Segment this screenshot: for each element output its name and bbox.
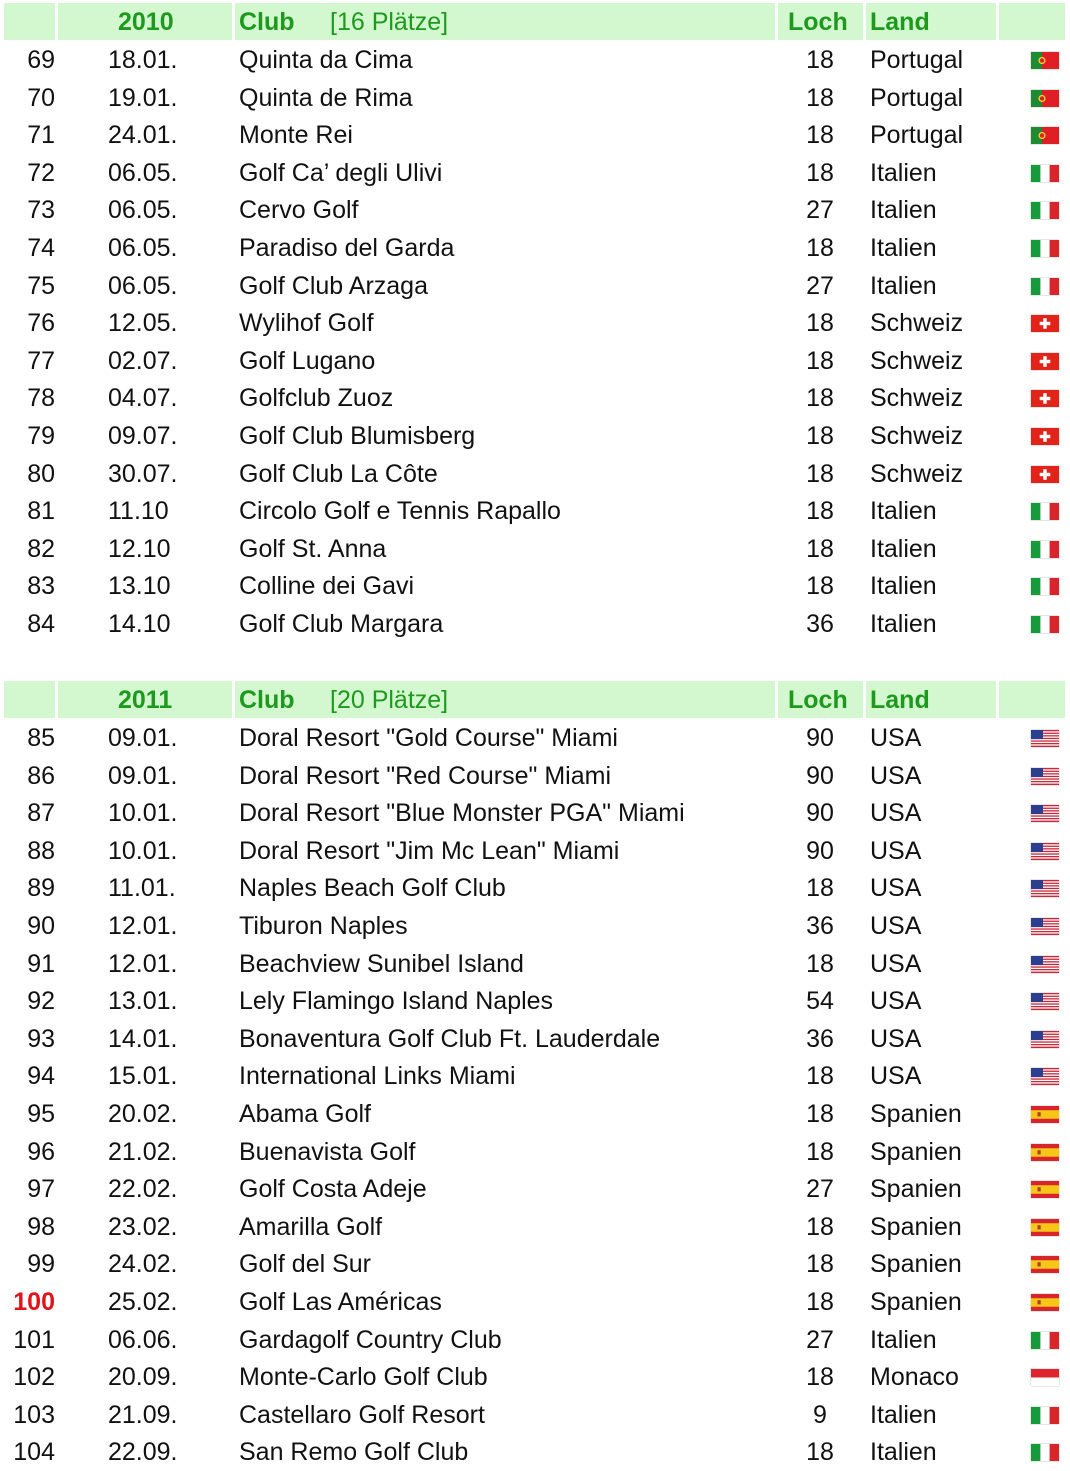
italy-flag-icon [1031, 240, 1059, 257]
row-date: 13.01. [108, 987, 178, 1016]
switzerland-flag-icon [1031, 390, 1059, 407]
row-date: 24.02. [108, 1250, 178, 1279]
row-club-name: Quinta da Cima [239, 46, 413, 74]
table-row [0, 1169, 1070, 1207]
table-row [0, 416, 1070, 454]
course-count-label: [20 Plätze] [330, 686, 449, 714]
table-row [0, 831, 1070, 869]
row-holes: 18 [806, 1137, 834, 1166]
row-country: USA [870, 1062, 922, 1091]
row-club-name: Golf del Sur [239, 1250, 372, 1279]
table-row [0, 1019, 1070, 1057]
usa-flag-icon [1031, 956, 1059, 973]
row-number: 88 [27, 836, 55, 865]
table-row [0, 78, 1070, 116]
portugal-flag-icon [1031, 127, 1059, 144]
row-country: Italien [870, 196, 937, 225]
land-column-heading: Land [870, 8, 930, 36]
row-date: 06.06. [108, 1325, 178, 1354]
table-row [0, 341, 1070, 379]
row-holes: 18 [806, 1287, 834, 1316]
italy-flag-icon [1031, 616, 1059, 633]
row-club-name: Cervo Golf [239, 196, 359, 225]
usa-flag-icon [1031, 993, 1059, 1010]
row-number: 80 [27, 459, 55, 488]
row-date: 30.07. [108, 459, 178, 488]
italy-flag-icon [1031, 202, 1059, 219]
row-date: 12.01. [108, 911, 178, 940]
row-country: Spanien [870, 1250, 962, 1279]
row-date: 02.07. [108, 346, 178, 375]
row-club-name: International Links Miami [239, 1062, 516, 1091]
row-club-name: Golf St. Anna [239, 534, 387, 563]
row-club-name: Bonaventura Golf Club Ft. Lauderdale [239, 1024, 661, 1053]
row-date: 18.01. [108, 46, 178, 74]
row-club-name: Amarilla Golf [239, 1212, 383, 1241]
row-number: 74 [27, 233, 55, 262]
row-date: 06.05. [108, 158, 178, 187]
table-row [0, 1282, 1070, 1320]
usa-flag-icon [1031, 1031, 1059, 1048]
row-club-name: Lely Flamingo Island Naples [239, 987, 554, 1016]
row-country: Italien [870, 497, 937, 526]
table-row [0, 1357, 1070, 1395]
header-cell-club [235, 681, 775, 718]
row-country: Spanien [870, 1099, 962, 1128]
table-row [0, 1207, 1070, 1245]
italy-flag-icon [1031, 503, 1059, 520]
row-country: Monaco [870, 1363, 959, 1392]
row-date: 14.10 [108, 609, 171, 638]
row-club-name: Doral Resort "Blue Monster PGA" Miami [239, 799, 685, 828]
spain-flag-icon [1031, 1294, 1059, 1311]
row-holes: 18 [806, 421, 834, 450]
row-number: 79 [27, 421, 55, 450]
row-number: 94 [27, 1062, 55, 1091]
row-date: 12.10 [108, 534, 171, 563]
table-row [0, 1320, 1070, 1358]
header-cell-num [4, 681, 55, 718]
loch-column-heading: Loch [788, 8, 848, 36]
row-date: 24.01. [108, 121, 178, 150]
row-country: USA [870, 911, 922, 940]
spain-flag-icon [1031, 1219, 1059, 1236]
row-number: 77 [27, 346, 55, 375]
row-holes: 9 [813, 1400, 827, 1429]
table-row [0, 303, 1070, 341]
italy-flag-icon [1031, 165, 1059, 182]
row-date: 20.09. [108, 1363, 178, 1392]
row-holes: 18 [806, 572, 834, 601]
italy-flag-icon [1031, 541, 1059, 558]
monaco-flag-icon [1031, 1369, 1059, 1386]
row-holes: 90 [806, 761, 834, 790]
row-country: Portugal [870, 46, 964, 74]
row-holes: 18 [806, 949, 834, 978]
row-number: 81 [27, 497, 55, 526]
row-number: 91 [27, 949, 55, 978]
loch-column-heading: Loch [788, 686, 848, 714]
row-club-name: Golf Club Arzaga [239, 271, 428, 300]
row-club-name: Monte-Carlo Golf Club [239, 1363, 488, 1392]
row-club-name: Colline dei Gavi [239, 572, 415, 601]
row-date: 06.05. [108, 271, 178, 300]
row-club-name: Monte Rei [239, 121, 353, 150]
table-row [0, 944, 1070, 982]
table-body-2011 [0, 718, 1070, 1470]
row-holes: 27 [806, 271, 834, 300]
row-date: 10.01. [108, 836, 178, 865]
row-club-name: Tiburon Naples [239, 911, 408, 940]
row-club-name: Golf Club Margara [239, 609, 444, 638]
table-row [0, 868, 1070, 906]
row-country: Portugal [870, 83, 964, 112]
usa-flag-icon [1031, 918, 1059, 935]
row-country: Italien [870, 271, 937, 300]
row-country: Italien [870, 572, 937, 601]
row-holes: 90 [806, 799, 834, 828]
row-club-name: Gardagolf Country Club [239, 1325, 502, 1354]
row-holes: 18 [806, 459, 834, 488]
row-number: 87 [27, 799, 55, 828]
table-row [0, 604, 1070, 642]
row-holes: 18 [806, 534, 834, 563]
row-country: Spanien [870, 1287, 962, 1316]
row-holes: 18 [806, 346, 834, 375]
table-row [0, 153, 1070, 191]
table-row [0, 906, 1070, 944]
switzerland-flag-icon [1031, 353, 1059, 370]
spain-flag-icon [1031, 1256, 1059, 1273]
spain-flag-icon [1031, 1144, 1059, 1161]
row-club-name: Golf Ca’ degli Ulivi [239, 158, 443, 187]
row-holes: 27 [806, 1175, 834, 1204]
switzerland-flag-icon [1031, 466, 1059, 483]
table-row [0, 1132, 1070, 1170]
table-row [0, 378, 1070, 416]
row-holes: 18 [806, 1438, 834, 1467]
row-country: Italien [870, 1325, 937, 1354]
row-date: 06.05. [108, 196, 178, 225]
row-holes: 18 [806, 1212, 834, 1241]
row-number: 82 [27, 534, 55, 563]
land-column-heading: Land [870, 686, 930, 714]
row-number: 96 [27, 1137, 55, 1166]
table-row [0, 1094, 1070, 1132]
usa-flag-icon [1031, 880, 1059, 897]
row-number: 78 [27, 384, 55, 413]
spain-flag-icon [1031, 1181, 1059, 1198]
header-cell-num [4, 3, 55, 40]
portugal-flag-icon [1031, 52, 1059, 69]
row-club-name: Abama Golf [239, 1099, 372, 1128]
row-club-name: Golf Costa Adeje [239, 1175, 427, 1204]
row-club-name: Beachview Sunibel Island [239, 949, 524, 978]
italy-flag-icon [1031, 1407, 1059, 1424]
row-country: Spanien [870, 1137, 962, 1166]
table-header-2010 [0, 3, 1070, 40]
row-number: 101 [13, 1325, 55, 1354]
table-header-2011 [0, 681, 1070, 718]
row-holes: 90 [806, 724, 834, 752]
table-row [0, 115, 1070, 153]
club-column-heading: Club [239, 8, 295, 36]
year-heading: 2010 [118, 8, 174, 36]
row-country: Portugal [870, 121, 964, 150]
row-date: 22.02. [108, 1175, 178, 1204]
row-number: 92 [27, 987, 55, 1016]
row-number: 70 [27, 83, 55, 112]
italy-flag-icon [1031, 278, 1059, 295]
row-holes: 18 [806, 1363, 834, 1392]
row-number: 89 [27, 874, 55, 903]
row-number: 76 [27, 309, 55, 338]
table-row [0, 40, 1070, 78]
switzerland-flag-icon [1031, 428, 1059, 445]
row-country: Italien [870, 158, 937, 187]
row-number: 72 [27, 158, 55, 187]
usa-flag-icon [1031, 730, 1059, 747]
table-row [0, 566, 1070, 604]
italy-flag-icon [1031, 1332, 1059, 1349]
row-country: Schweiz [870, 384, 964, 413]
row-holes: 18 [806, 384, 834, 413]
section-2010 [0, 3, 1070, 642]
spain-flag-icon [1031, 1106, 1059, 1123]
row-holes: 18 [806, 121, 834, 150]
row-date: 13.10 [108, 572, 171, 601]
row-club-name: Golfclub Zuoz [239, 384, 394, 413]
table-row [0, 793, 1070, 831]
row-date: 04.07. [108, 384, 178, 413]
table-row [0, 454, 1070, 492]
row-holes: 18 [806, 158, 834, 187]
row-club-name: Quinta de Rima [239, 83, 413, 112]
row-number: 100 [13, 1287, 55, 1316]
row-holes: 27 [806, 196, 834, 225]
row-holes: 18 [806, 46, 834, 74]
row-number: 103 [13, 1400, 55, 1429]
row-club-name: Castellaro Golf Resort [239, 1400, 485, 1429]
row-holes: 36 [806, 911, 834, 940]
row-country: USA [870, 724, 922, 752]
row-holes: 18 [806, 1250, 834, 1279]
row-date: 06.05. [108, 233, 178, 262]
usa-flag-icon [1031, 1068, 1059, 1085]
course-count-label: [16 Plätze] [330, 8, 449, 36]
row-number: 102 [13, 1363, 55, 1392]
italy-flag-icon [1031, 578, 1059, 595]
row-club-name: Wylihof Golf [239, 309, 374, 338]
row-holes: 18 [806, 233, 834, 262]
table-row [0, 529, 1070, 567]
row-date: 10.01. [108, 799, 178, 828]
row-date: 19.01. [108, 83, 178, 112]
row-number: 98 [27, 1212, 55, 1241]
row-holes: 36 [806, 609, 834, 638]
row-country: Italien [870, 1400, 937, 1429]
row-country: USA [870, 1024, 922, 1053]
row-holes: 18 [806, 874, 834, 903]
table-row [0, 981, 1070, 1019]
row-number: 69 [27, 46, 55, 74]
row-club-name: Golf Las Américas [239, 1287, 442, 1316]
row-club-name: Naples Beach Golf Club [239, 874, 506, 903]
row-date: 09.01. [108, 724, 178, 752]
row-date: 11.10 [108, 497, 169, 526]
row-club-name: Buenavista Golf [239, 1137, 416, 1166]
row-date: 12.01. [108, 949, 178, 978]
row-date: 22.09. [108, 1438, 178, 1467]
table-row [0, 718, 1070, 756]
row-country: Italien [870, 609, 937, 638]
table-row [0, 190, 1070, 228]
row-country: Schweiz [870, 346, 964, 375]
row-country: USA [870, 836, 922, 865]
usa-flag-icon [1031, 805, 1059, 822]
table-body-2010 [0, 40, 1070, 642]
row-number: 86 [27, 761, 55, 790]
row-holes: 54 [806, 987, 834, 1016]
table-row [0, 266, 1070, 304]
row-date: 23.02. [108, 1212, 178, 1241]
row-club-name: San Remo Golf Club [239, 1438, 469, 1467]
header-cell-flag [999, 3, 1065, 40]
section-2011 [0, 681, 1070, 1470]
row-date: 25.02. [108, 1287, 178, 1316]
row-holes: 18 [806, 497, 834, 526]
row-country: Italien [870, 534, 937, 563]
portugal-flag-icon [1031, 90, 1059, 107]
row-club-name: Doral Resort "Red Course" Miami [239, 761, 612, 790]
row-number: 73 [27, 196, 55, 225]
usa-flag-icon [1031, 768, 1059, 785]
row-country: Italien [870, 1438, 937, 1467]
header-cell-flag [999, 681, 1065, 718]
row-country: USA [870, 949, 922, 978]
row-number: 75 [27, 271, 55, 300]
row-country: Spanien [870, 1175, 962, 1204]
row-date: 09.01. [108, 761, 178, 790]
row-date: 09.07. [108, 421, 178, 450]
row-number: 71 [27, 121, 55, 150]
row-country: Spanien [870, 1212, 962, 1241]
row-date: 20.02. [108, 1099, 178, 1128]
row-country: Schweiz [870, 309, 964, 338]
table-row [0, 228, 1070, 266]
row-country: USA [870, 874, 922, 903]
row-date: 21.02. [108, 1137, 178, 1166]
row-club-name: Paradiso del Garda [239, 233, 455, 262]
row-number: 84 [27, 609, 55, 638]
club-column-heading: Club [239, 686, 295, 714]
row-country: USA [870, 987, 922, 1016]
row-holes: 18 [806, 83, 834, 112]
row-club-name: Doral Resort "Jim Mc Lean" Miami [239, 836, 620, 865]
row-country: Italien [870, 233, 937, 262]
row-date: 15.01. [108, 1062, 178, 1091]
row-country: USA [870, 799, 922, 828]
row-country: Schweiz [870, 421, 964, 450]
row-club-name: Doral Resort "Gold Course" Miami [239, 724, 618, 752]
row-number: 83 [27, 572, 55, 601]
row-club-name: Golf Lugano [239, 346, 376, 375]
header-cell-club [235, 3, 775, 40]
row-number: 104 [13, 1438, 55, 1467]
row-number: 90 [27, 911, 55, 940]
table-row [0, 1395, 1070, 1433]
row-date: 14.01. [108, 1024, 178, 1053]
table-row [0, 1056, 1070, 1094]
row-number: 85 [27, 724, 55, 752]
switzerland-flag-icon [1031, 315, 1059, 332]
row-number: 93 [27, 1024, 55, 1053]
table-row [0, 756, 1070, 794]
row-country: USA [870, 761, 922, 790]
row-holes: 90 [806, 836, 834, 865]
row-club-name: Golf Club La Côte [239, 459, 438, 488]
row-holes: 18 [806, 1099, 834, 1128]
row-club-name: Golf Club Blumisberg [239, 421, 476, 450]
table-row [0, 491, 1070, 529]
row-date: 11.01. [108, 874, 176, 903]
row-holes: 27 [806, 1325, 834, 1354]
table-row [0, 1432, 1070, 1470]
row-holes: 18 [806, 1062, 834, 1091]
row-date: 12.05. [108, 309, 178, 338]
row-holes: 18 [806, 309, 834, 338]
row-country: Schweiz [870, 459, 964, 488]
italy-flag-icon [1031, 1444, 1059, 1461]
table-row [0, 1244, 1070, 1282]
row-club-name: Circolo Golf e Tennis Rapallo [239, 497, 561, 526]
usa-flag-icon [1031, 843, 1059, 860]
row-number: 99 [27, 1250, 55, 1279]
row-holes: 36 [806, 1024, 834, 1053]
year-heading: 2011 [118, 686, 173, 714]
row-number: 97 [27, 1175, 55, 1204]
row-date: 21.09. [108, 1400, 178, 1429]
row-number: 95 [27, 1099, 55, 1128]
